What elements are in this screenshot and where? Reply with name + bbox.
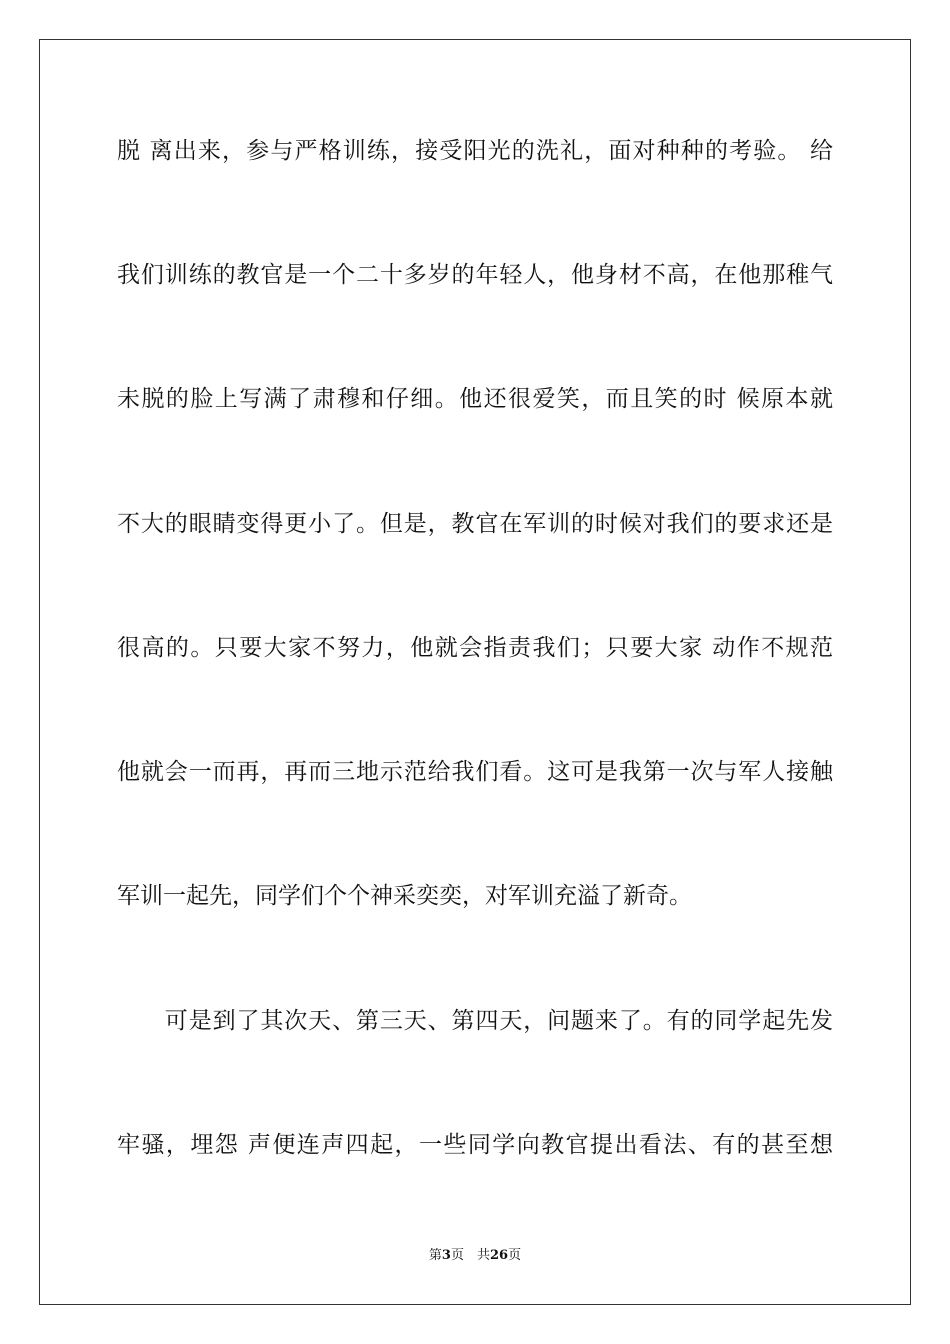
body-line-6: 他就会一而再，再而三地示范给我们看。这可是我第一次与军人接触 bbox=[117, 759, 833, 785]
footer-page-mid: 页 共 bbox=[450, 1248, 490, 1263]
footer-page-number: 3 bbox=[441, 1248, 451, 1263]
footer-total-pages: 26 bbox=[489, 1248, 509, 1263]
body-line-1: 脱 离出来，参与严格训练，接受阳光的洗礼，面对种种的考验。 给 bbox=[117, 138, 833, 164]
page-footer bbox=[0, 1247, 950, 1265]
page-border bbox=[39, 39, 911, 1305]
body-line-7: 军训一起先，同学们个个神采奕奕，对军训充溢了新奇。 bbox=[117, 883, 692, 909]
body-line-4: 不大的眼睛变得更小了。但是，教官在军训的时候对我们的要求还是 bbox=[117, 511, 833, 537]
body-line-9: 牢骚，埋怨 声便连声四起，一些同学向教官提出看法、有的甚至想 bbox=[117, 1132, 833, 1158]
footer-page-suffix: 页 bbox=[508, 1248, 522, 1263]
body-line-2: 我们训练的教官是一个二十多岁的年轻人，他身材不高，在他那稚气 bbox=[117, 262, 833, 288]
body-line-5: 很高的。只要大家不努力，他就会指责我们；只要大家 动作不规范 bbox=[117, 635, 833, 661]
footer-page-prefix: 第 bbox=[428, 1248, 442, 1263]
body-line-3: 未脱的脸上写满了肃穆和仔细。他还很爱笑，而且笑的时 候原本就 bbox=[117, 386, 833, 412]
body-line-8: 可是到了其次天、第三天、第四天，问题来了。有的同学起先发 bbox=[117, 1008, 833, 1034]
